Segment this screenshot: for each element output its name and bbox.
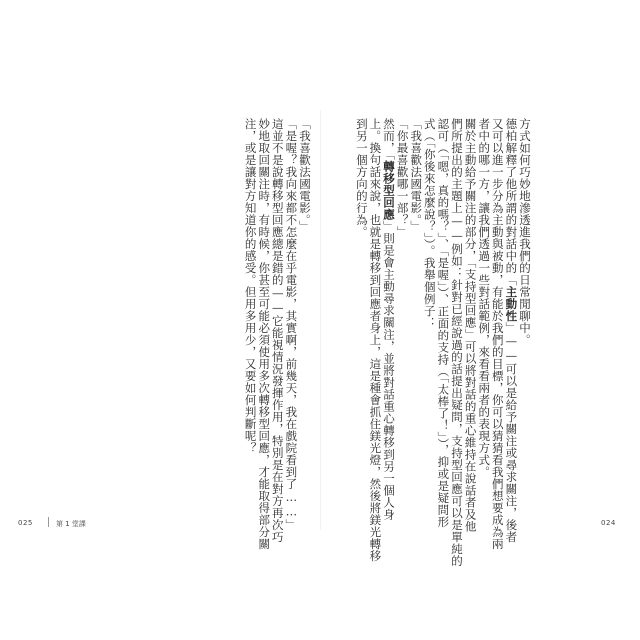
text-column: 注，或是讓對方知道你的感受。但用多用少，又要如何判斷呢？ [243, 118, 258, 454]
running-head-divider [48, 517, 49, 527]
text-column: 妙地取回關注時，有時候，你甚至可能必須使用多次轉移型回應，才能取得部分關 [257, 118, 272, 550]
emphasized-term: 主動性 [504, 286, 519, 322]
text-column: 「你最喜歡哪一部？」 [395, 118, 410, 238]
text-column: 「我喜歡法國電影。」 [409, 118, 424, 233]
text-column: 這並不是說轉移型回應總是錯的——它能視情況發揮作用，特別是在對方再次巧 [270, 118, 285, 543]
text-column: 到另一個方向的行為。 [354, 118, 369, 238]
text-column: 式（「你後來怎麼說？」）。我舉個例子： [422, 118, 437, 329]
text-column: 「是喔？我向來都不怎麼在乎電影，其實啊，前幾天，我在戲院看到了……」 [284, 118, 299, 531]
left-page-number: 025 [18, 519, 33, 527]
running-head: 第 1 堂課 [56, 520, 86, 528]
right-page-number: 024 [601, 519, 616, 527]
text-column: 「我喜歡法國電影。」 [298, 118, 312, 233]
text-column: 們所提出的主題上——例如：針對已經說過的話提出疑問，支持型回應可以是單純的 [450, 118, 464, 567]
text-column: 然而，「轉移型回應」則是會主動尋求關注，並將對話重心轉移到另一個人身 [382, 118, 396, 521]
text-column: 關於主動給予關注的部分，「支持型回應」可以將對話的重心維持在說話者及他 [463, 118, 478, 533]
page-gutter [320, 110, 321, 530]
text-column: 者中的哪一方，讓我們透過一些對話範例，來看看兩者的表現方式。 [477, 118, 492, 478]
left-page [145, 118, 310, 548]
text-column: 德柏解釋了他所謂的對話中的「主動性」——可以是給予關注或尋求關注，後者 [504, 118, 519, 543]
text-column: 又可以進一步分為主動與被動，有能於我們的目標，你可以猜猜看我們想要成為兩 [490, 118, 505, 550]
right-page [354, 118, 532, 567]
text-column: 上。換句話來說，也就是轉移到回應者身上，這是種會抓住鎂光燈，然後將鎂光轉移 [368, 118, 383, 562]
emphasized-term: 轉移型回應 [382, 160, 396, 221]
text-column: 方式如何巧妙地滲透進我們的日常閒聊中。 [518, 118, 532, 346]
text-column: 認可（「嗯，真的嗎？」、「是喔」）、正面的支持（「太棒了！」），抑或是疑問形 [436, 118, 451, 528]
